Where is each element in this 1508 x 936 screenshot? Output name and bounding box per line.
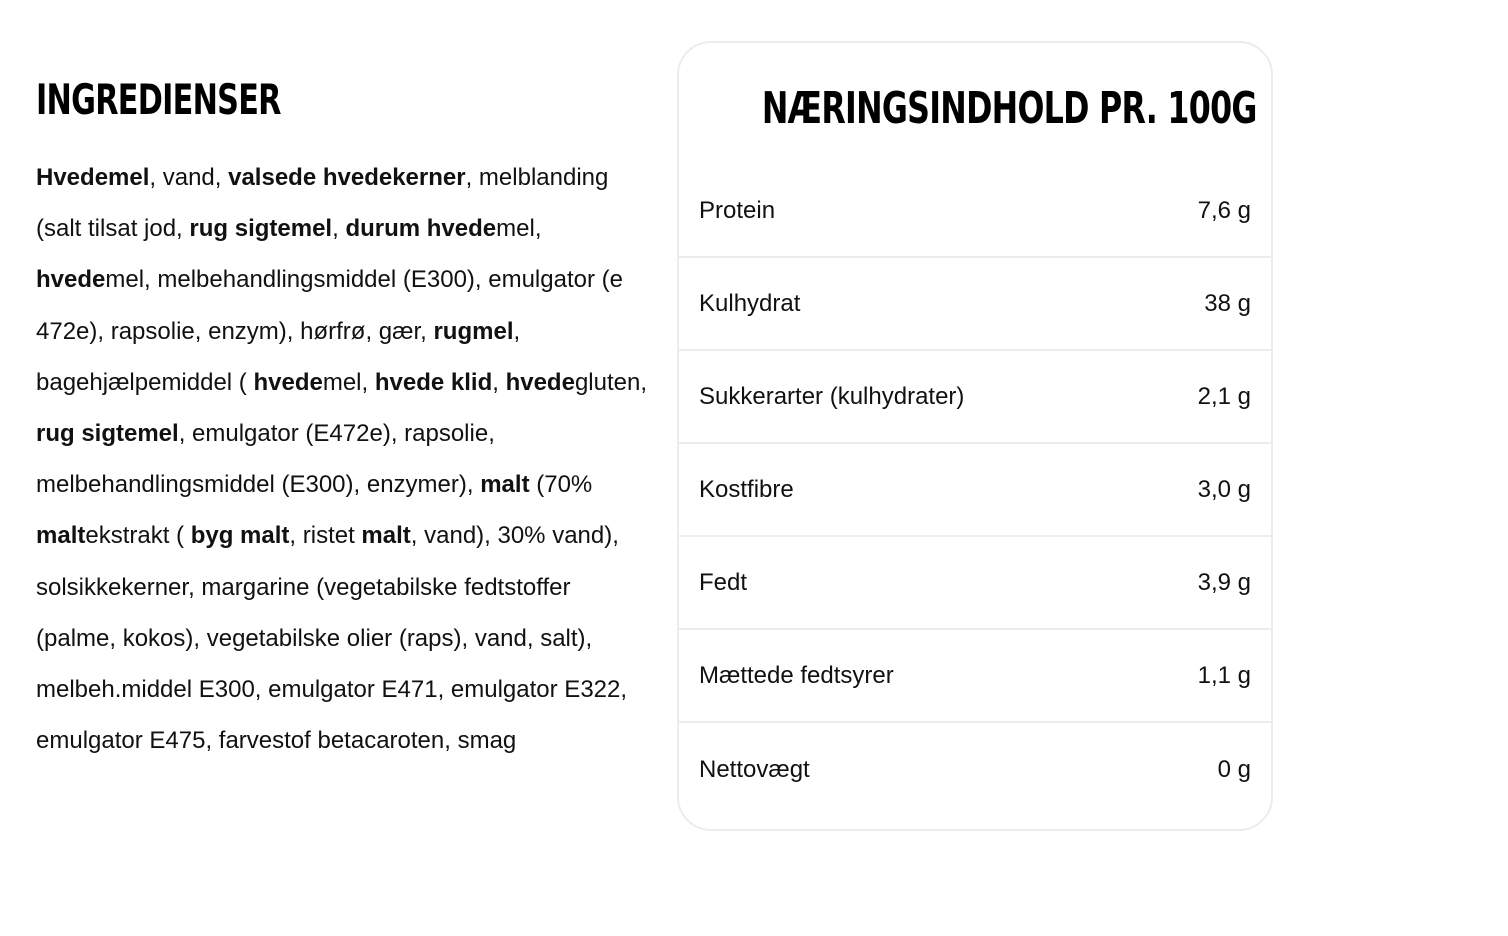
ingredient-part: rug sigtemel xyxy=(189,215,333,243)
ingredient-part: durum hvede xyxy=(345,215,497,243)
ingredient-part: , xyxy=(332,215,346,243)
nutrition-value: 2,1 g xyxy=(1197,382,1251,410)
ingredient-part: , vand, xyxy=(149,164,229,191)
ingredient-part: mel, xyxy=(496,215,542,243)
nutrition-value: 7,6 g xyxy=(1197,196,1251,224)
nutrition-value: 1,1 g xyxy=(1197,661,1251,689)
ingredient-part: , emulgator (E472e), rapsolie, melbehandlingsmiddel (E300), enzymer), xyxy=(36,420,495,499)
nutrition-row-maettede-fedtsyrer xyxy=(679,630,1271,723)
ingredient-part: , vand), 30% vand), solsikkekerner, margarine (vegetabilske fedtstoffer (palme, kokos), vegetabilske olier (raps), vand, salt), melbeh.middel E300, emulgator E471, emulgator E322, emulgator E475, farvestof betacaroten, smag xyxy=(36,522,628,755)
nutrition-label: Nettovægt xyxy=(699,755,810,783)
ingredient-part: mel, melbehandlingsmiddel (E300), emulgator (e 472e), rapsolie, enzym), hørfrø, gær, xyxy=(36,266,623,345)
ingredient-part: , bagehjælpemiddel ( xyxy=(36,317,521,396)
nutrition-row-protein xyxy=(679,165,1271,258)
nutrition-value: 38 g xyxy=(1204,289,1251,317)
ingredient-part: rug sigtemel xyxy=(36,420,179,448)
nutrition-row-kulhydrat xyxy=(679,258,1271,351)
nutrition-row-kostfibre xyxy=(679,444,1271,537)
ingredient-part: , xyxy=(492,368,506,396)
nutrition-row-fedt xyxy=(679,537,1271,630)
nutrition-value: 3,0 g xyxy=(1197,475,1251,503)
ingredient-part: malt xyxy=(480,471,530,499)
ingredients-section xyxy=(36,60,648,790)
nutrition-label: Sukkerarter (kulhydrater) xyxy=(699,382,965,410)
ingredient-part: Hvedemel xyxy=(36,164,150,191)
nutrition-heading: NÆRINGSINDHOLD PR. 100G xyxy=(761,83,1257,134)
ingredient-part: malt xyxy=(361,522,411,550)
nutrition-card xyxy=(677,41,1273,831)
nutrition-value: 3,9 g xyxy=(1197,568,1251,596)
ingredient-part: hvede klid xyxy=(374,368,493,396)
ingredient-part: byg malt xyxy=(190,522,290,550)
nutrition-label: Kostfibre xyxy=(699,475,794,503)
nutrition-row-sukkerarter xyxy=(679,351,1271,444)
ingredient-part: ekstrakt ( xyxy=(85,522,191,550)
ingredients-heading: INGREDIENSER xyxy=(36,75,281,124)
ingredient-part: gluten, xyxy=(574,368,648,396)
ingredient-part: valsede hvedekerner xyxy=(228,164,466,191)
ingredient-part: rugmel xyxy=(433,317,514,345)
nutrition-label: Fedt xyxy=(699,568,748,596)
ingredient-part: , ristet xyxy=(289,522,362,550)
ingredient-part: malt xyxy=(36,522,86,550)
nutrition-value: 0 g xyxy=(1217,755,1251,783)
ingredient-part: , melblanding (salt tilsat jod, xyxy=(36,164,609,243)
nutrition-label: Kulhydrat xyxy=(699,289,801,317)
nutrition-row-nettovaegt xyxy=(679,723,1271,816)
ingredient-part: hvede xyxy=(505,368,575,396)
nutrition-table xyxy=(679,165,1271,816)
nutrition-label: Protein xyxy=(699,196,776,224)
ingredient-part: (70% xyxy=(529,471,593,499)
ingredient-part: hvede xyxy=(36,266,106,294)
ingredient-part: mel, xyxy=(322,368,375,396)
nutrition-label: Mættede fedtsyrer xyxy=(699,661,894,689)
ingredients-text xyxy=(36,152,648,766)
ingredient-part: hvede xyxy=(253,368,323,396)
